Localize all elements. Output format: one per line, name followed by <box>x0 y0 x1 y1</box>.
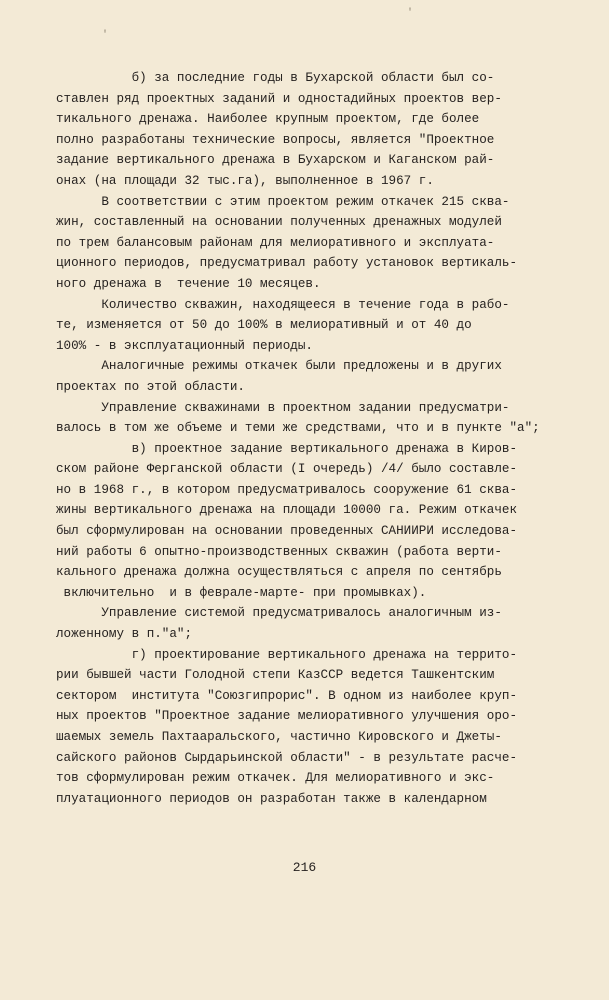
text-line: шаемых земель Пахтааральского, частично Кировского и Джеты- <box>56 730 502 744</box>
text-line: был сформулирован на основании проведенных САНИИРИ исследова- <box>56 524 518 539</box>
text-line: ционного периодов, предусматривал работу установок вертикаль- <box>56 256 518 271</box>
text-line: Аналогичные режимы откачек были предложены и в других <box>56 359 502 374</box>
text-line: В соответствии с этим проектом режим откачек 215 сква- <box>56 194 510 209</box>
text-line: проектах по этой области. <box>56 379 245 394</box>
body-text <box>56 68 592 809</box>
text-line: ных проектов "Проектное задание мелиоративного улучшения оро- <box>56 709 518 724</box>
text-line: ного дренажа в течение 10 месяцев. <box>56 276 321 291</box>
text-line: ний работы 6 опытно-производственных скважин (работа верти- <box>56 544 502 559</box>
text-line: онах (на площади 32 тыс.га), выполненное в 1967 г. <box>56 173 434 188</box>
text-line: валось в том же объеме и теми же средствами, что и в пункте "а"; <box>56 421 540 436</box>
text-line: жин, составленный на основании полученных дренажных модулей <box>56 215 502 230</box>
text-line: ском районе Ферганской области (I очередь) /4/ было составле- <box>56 462 518 477</box>
text-line: б) за последние годы в Бухарской области был со- <box>56 71 495 85</box>
text-line: жины вертикального дренажа на площади 10000 га. Режим откачек <box>56 503 518 518</box>
text-line: задание вертикального дренажа в Бухарском и Каганском рай- <box>56 153 495 168</box>
text-line: сайского районов Сырдарьинской области" - в результате расче- <box>56 750 518 765</box>
scan-speck: ' <box>407 8 414 19</box>
text-line: в) проектное задание вертикального дренажа в Киров- <box>56 441 518 456</box>
text-line: но в 1968 г., в котором предусматривалось сооружение 61 сква- <box>56 482 518 497</box>
text-line: рии бывшей части Голодной степи КазССР ведется Ташкентским <box>56 668 495 683</box>
text-line: тикального дренажа. Наиболее крупным проектом, где более <box>56 112 480 127</box>
scan-speck: ' <box>102 30 109 41</box>
text-line: полно разработаны технические вопросы, является "Проектное <box>56 132 495 147</box>
text-line: Количество скважин, находящееся в течение года в рабо- <box>56 297 510 312</box>
page-number: 216 <box>292 860 317 875</box>
text-line: включительно и в феврале-марте- при промывках). <box>56 585 427 600</box>
text-line: 100% - в эксплуатационный периоды. <box>56 338 313 353</box>
text-line: те, изменяется от 50 до 100% в мелиоративный и от 40 до <box>56 318 472 333</box>
text-line: ставлен ряд проектных заданий и одностадийных проектов вер- <box>56 91 502 106</box>
text-line: кального дренажа должна осуществляться с апреля по сентябрь <box>56 565 502 580</box>
text-line: тов сформулирован режим откачек. Для мелиоративного и экс- <box>56 771 495 786</box>
text-line: по трем балансовым районам для мелиоративного и эксплуата- <box>56 235 495 250</box>
text-line: сектором института "Союзгипрорис". В одном из наиболее круп- <box>56 688 518 703</box>
text-line: ложенному в п."а"; <box>56 627 193 642</box>
text-line: Управление скважинами в проектном задании предусматри- <box>56 400 510 415</box>
text-line: Управление системой предусматривалось аналогичным из- <box>56 606 502 621</box>
text-line: плуатационного периодов он разработан также в календарном <box>56 791 487 806</box>
text-line: г) проектирование вертикального дренажа на террито- <box>56 647 518 662</box>
